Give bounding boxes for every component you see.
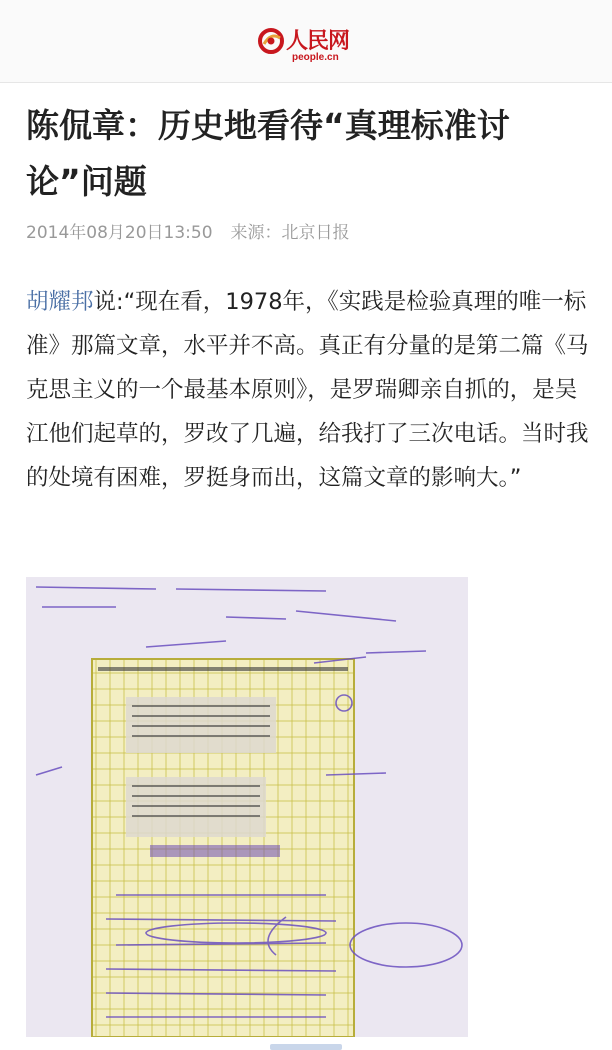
article-meta	[26, 221, 350, 245]
article-title: 陈侃章：历史地看待“真理标准讨论”问题	[26, 106, 510, 201]
article-source: 来源：北京日报	[230, 223, 350, 243]
logo-domain: people.cn	[292, 52, 339, 63]
paragraph-text: 说:“现在看，1978年，《实践是检验真理的唯一标准》那篇文章，水平并不高。真正有分量的是第二篇《马克思主义的一个最基本原则》，是罗瑞卿亲自抓的，是吴江他们起草的，罗改了几遍，给我打了三次电话。当时我的处境有困难，罗挺身而出，这篇文章的影响大。”	[26, 289, 589, 491]
manuscript-image	[26, 577, 468, 1037]
logo-name: 人民网	[286, 28, 350, 54]
scroll-indicator	[270, 1044, 342, 1050]
author-link[interactable]: 胡耀邦	[26, 289, 94, 315]
article-date: 2014年08月20日13:50	[26, 223, 213, 243]
top-bar	[0, 0, 612, 83]
site-logo[interactable]	[258, 22, 378, 72]
manuscript-photo[interactable]	[26, 577, 468, 1037]
article-paragraph	[26, 280, 596, 500]
logo-swirl-icon	[258, 28, 284, 54]
